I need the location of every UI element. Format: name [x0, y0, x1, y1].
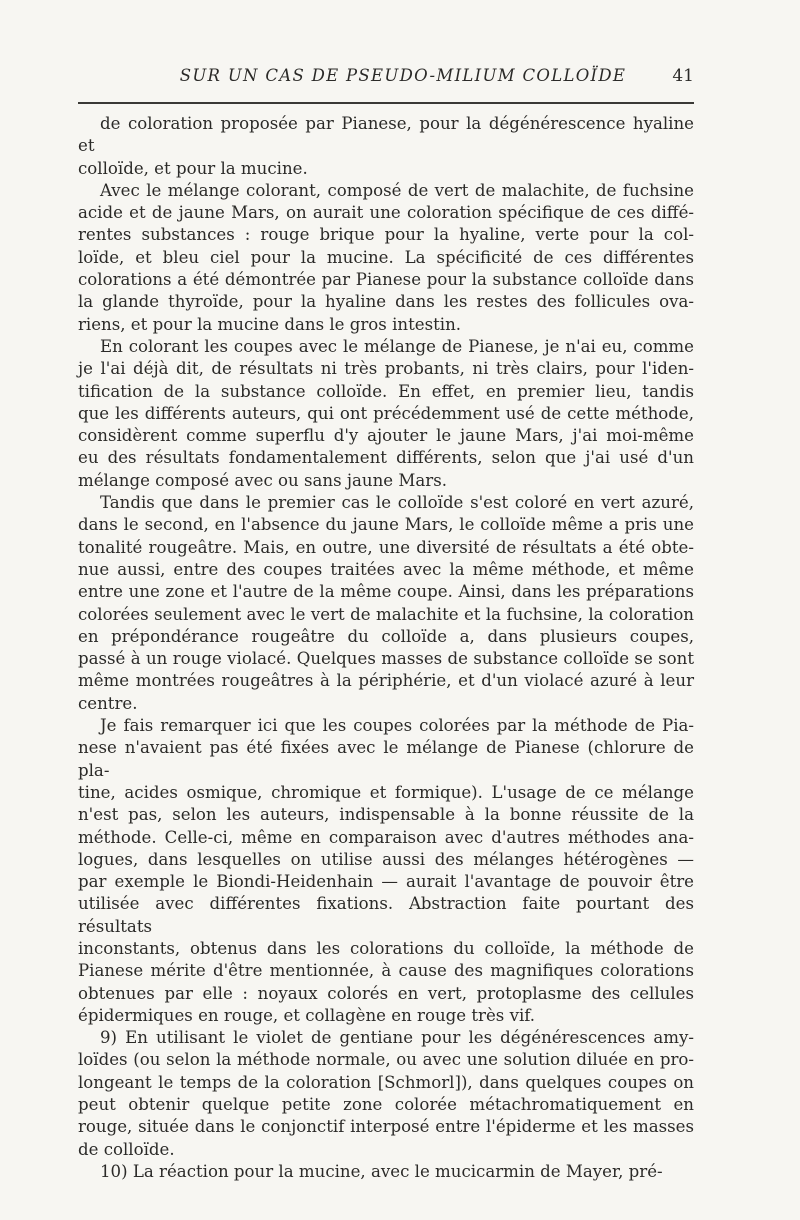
- text-line: tification de la substance colloïde. En effet, en premier lieu, tandis: [78, 381, 694, 401]
- paragraph: [78, 113, 694, 180]
- text-line: loïde, et bleu ciel pour la mucine. La spécificité de ces différentes: [78, 247, 694, 267]
- text-line: de coloration proposée par Pianese, pour la dégénérescence hyaline et: [78, 114, 694, 156]
- paragraph: [78, 180, 694, 336]
- page-header: [78, 66, 694, 96]
- text-line: 9) En utilisant le violet de gentiane pour les dégénérescences amy-: [100, 1028, 694, 1048]
- text-line: eu des résultats fondamentalement différents, selon que j'ai usé d'un: [78, 448, 694, 468]
- text-line: rentes substances : rouge brique pour la hyaline, verte pour la col-: [78, 225, 694, 245]
- text-line: je l'ai déjà dit, de résultats ni très probants, ni très clairs, pour l'iden-: [78, 359, 694, 379]
- text-line: obtenues par elle : noyaux colorés en vert, protoplasme des cellules: [78, 983, 694, 1003]
- text-line: colorées seulement avec le vert de malachite et la fuchsine, la coloration: [78, 604, 694, 624]
- text-line: peut obtenir quelque petite zone colorée métachromatiquement en: [78, 1095, 694, 1115]
- text-line: méthode. Celle-ci, même en comparaison avec d'autres méthodes ana-: [78, 827, 694, 847]
- text-line: tine, acides osmique, chromique et formique). L'usage de ce mélange: [78, 782, 694, 802]
- text-line: 10) La réaction pour la mucine, avec le mucicarmin de Mayer, pré-: [100, 1161, 663, 1181]
- text-line: logues, dans lesquelles on utilise aussi des mélanges hétérogènes —: [78, 849, 694, 869]
- text-line: centre.: [78, 693, 138, 713]
- text-line: En colorant les coupes avec le mélange de Pianese, je n'ai eu, comme: [100, 336, 694, 356]
- text-line: même montrées rougeâtres à la périphérie, et d'un violacé azuré à leur: [78, 671, 694, 691]
- text-line: nese n'avaient pas été fixées avec le mélange de Pianese (chlorure de pla-: [78, 738, 694, 780]
- text-line: riens, et pour la mucine dans le gros intestin.: [78, 314, 462, 334]
- text-line: utilisée avec différentes fixations. Abstraction faite pourtant des résultats: [78, 894, 694, 936]
- paragraph: [78, 1027, 694, 1161]
- text-line: considèrent comme superflu d'y ajouter le jaune Mars, j'ai moi-même: [78, 426, 694, 446]
- text-line: que les différents auteurs, qui ont précédemment usé de cette méthode,: [78, 403, 694, 423]
- text-line: nue aussi, entre des coupes traitées avec la même méthode, et même: [78, 559, 694, 579]
- text-line: loïdes (ou selon la méthode normale, ou avec une solution diluée en pro-: [78, 1050, 694, 1070]
- text-line: acide et de jaune Mars, on aurait une coloration spécifique de ces diffé-: [78, 203, 694, 223]
- text-line: par exemple le Biondi-Heidenhain — aurait l'avantage de pouvoir être: [78, 872, 694, 892]
- paragraph: [78, 492, 694, 715]
- text-line: rouge, située dans le conjonctif interposé entre l'épiderme et les masses: [78, 1117, 694, 1137]
- text-line: Avec le mélange colorant, composé de vert de malachite, de fuchsine: [100, 180, 694, 200]
- page-number: 41: [672, 66, 694, 86]
- text-line: Je fais remarquer ici que les coupes colorées par la méthode de Pia-: [100, 716, 694, 736]
- running-title: SUR UN CAS DE PSEUDO-MILIUM COLLOÏDE: [179, 66, 627, 85]
- text-line: Pianese mérite d'être mentionnée, à cause des magnifiques colorations: [78, 961, 694, 981]
- text-line: colloïde, et pour la mucine.: [78, 158, 308, 178]
- text-line: entre une zone et l'autre de la même coupe. Ainsi, dans les préparations: [78, 582, 694, 602]
- text-line: n'est pas, selon les auteurs, indispensable à la bonne réussite de la: [78, 805, 694, 825]
- text-line: dans le second, en l'absence du jaune Mars, le colloïde même a pris une: [78, 515, 694, 535]
- text-line: passé à un rouge violacé. Quelques masses de substance colloïde se sont: [78, 649, 694, 669]
- text-line: en prépondérance rougeâtre du colloïde a, dans plusieurs coupes,: [78, 626, 694, 646]
- header-rule: [78, 102, 694, 104]
- text-line: colorations a été démontrée par Pianese pour la substance colloïde dans: [78, 270, 694, 290]
- text-line: de colloïde.: [78, 1139, 175, 1159]
- text-line: longeant le temps de la coloration [Schmorl]), dans quelques coupes on: [78, 1072, 694, 1092]
- text-line: inconstants, obtenus dans les colorations du colloïde, la méthode de: [78, 938, 694, 958]
- text-line: la glande thyroïde, pour la hyaline dans les restes des follicules ova-: [78, 292, 694, 312]
- text-line: mélange composé avec ou sans jaune Mars.: [78, 470, 448, 490]
- paragraph: [78, 715, 694, 1027]
- paragraph: [78, 336, 694, 492]
- body-text: [78, 113, 694, 1183]
- text-line: épidermiques en rouge, et collagène en rouge très vif.: [78, 1005, 536, 1025]
- text-line: tonalité rougeâtre. Mais, en outre, une diversité de résultats a été obte-: [78, 537, 694, 557]
- paragraph: [78, 1161, 694, 1183]
- text-line: Tandis que dans le premier cas le colloïde s'est coloré en vert azuré,: [100, 493, 694, 513]
